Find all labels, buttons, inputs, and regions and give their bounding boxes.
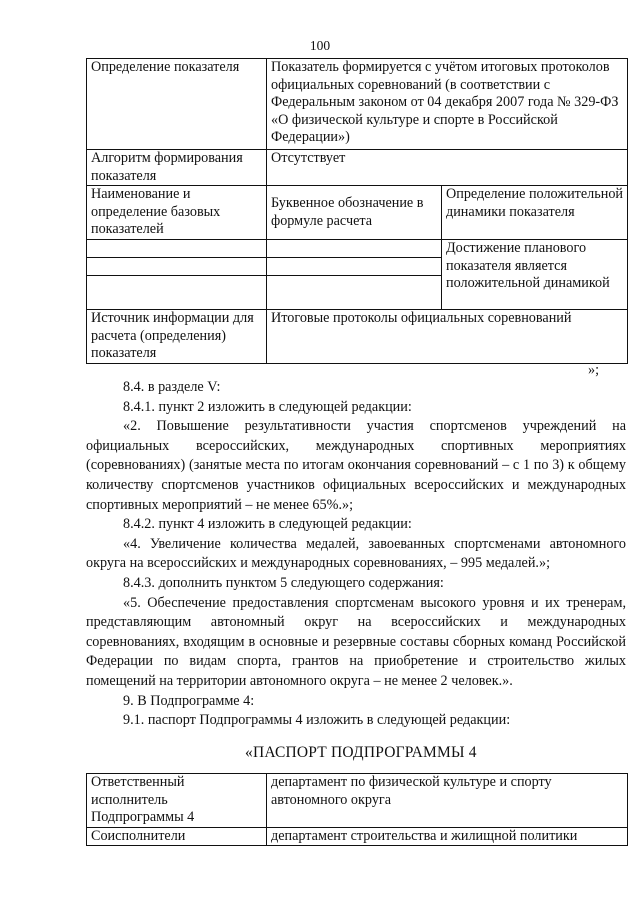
letter-designation-header: Буквенное обозначение в формуле расчета <box>267 186 442 240</box>
empty-cell <box>267 240 442 258</box>
table-row <box>87 240 628 258</box>
closing-quote: »; <box>588 362 600 378</box>
paragraph: 9. В Подпрограмме 4: <box>123 692 255 709</box>
paragraph: 9.1. паспорт Подпрограммы 4 изложить в следующей редакции: <box>123 712 511 729</box>
algorithm-label: Алгоритм формирования показателя <box>87 150 267 186</box>
empty-cell <box>87 240 267 258</box>
table-row <box>87 310 628 364</box>
empty-cell <box>87 276 267 310</box>
paragraph: «5. Обеспечение предоставления спортсменам высокого уровня и их тренерам, представляющим автономный округ на всероссийских и международных соревнованиях, входящим в основные и резервные составы сборных команд Российской Федерации по видам спорта, грантов на приобретение и строительство жилых помещений на территории автономного округа – не менее 2 человек.». <box>86 594 626 689</box>
paragraph: «2. Повышение результативности участия спортсменов учреждений на официальных всероссийских, международных спортивных мероприятиях (соревнованиях) (занятые места по итогам окончания соревнований – с 1 по 3) к общему количеству спортсменов участников официальных всероссийских и международных спортивных мероприятий – не менее 65%.»; <box>86 418 626 513</box>
empty-cell <box>87 258 267 276</box>
paragraph: 8.4. в разделе V: <box>123 379 221 395</box>
paragraph: 8.4.3. дополнить пунктом 5 следующего содержания: <box>123 574 444 591</box>
empty-cell <box>267 258 442 276</box>
passport-table <box>86 773 628 846</box>
co-executors-label: Соисполнители <box>87 827 267 846</box>
co-executors-value: департамент строительства и жилищной политики <box>267 827 628 846</box>
empty-cell <box>267 276 442 310</box>
table-row <box>87 827 628 846</box>
definition-value: Показатель формируется с учётом итоговых протоколов официальных соревнований (в соответствии с Федеральным законом от 04 декабря 2007 года № 329-ФЗ «О физической культуре и спорте в Российской Федерации») <box>267 59 628 150</box>
document-body <box>86 378 626 731</box>
page-number: 100 <box>309 38 331 53</box>
base-indicators-label: Наименование и определение базовых показателей <box>87 186 267 240</box>
paragraph: «4. Увеличение количества медалей, завоеванных спортсменами автономного округа на всероссийских и международных соревнованиях, – 995 медалей.»; <box>86 535 626 572</box>
source-label: Источник информации для расчета (определения) показателя <box>87 310 267 364</box>
definition-label: Определение показателя <box>87 59 267 150</box>
table-row <box>87 774 628 828</box>
responsible-label: Ответственный исполнитель Подпрограммы 4 <box>87 774 267 828</box>
indicator-table <box>86 58 628 364</box>
positive-dynamics-header: Определение положительной динамики показателя <box>442 186 628 240</box>
passport-heading: «ПАСПОРТ ПОДПРОГРАММЫ 4 <box>245 744 477 761</box>
algorithm-value: Отсутствует <box>267 150 628 186</box>
positive-dynamics-value: Достижение планового показателя является положительной динамикой <box>442 240 628 310</box>
paragraph: 8.4.1. пункт 2 изложить в следующей редакции: <box>123 398 412 415</box>
table-row <box>87 186 628 240</box>
responsible-value: департамент по физической культуре и спорту автономного округа <box>267 774 628 828</box>
paragraph: 8.4.2. пункт 4 изложить в следующей редакции: <box>123 516 412 533</box>
source-value: Итоговые протоколы официальных соревнований <box>267 310 628 364</box>
table-row <box>87 150 628 186</box>
table-row <box>87 59 628 150</box>
